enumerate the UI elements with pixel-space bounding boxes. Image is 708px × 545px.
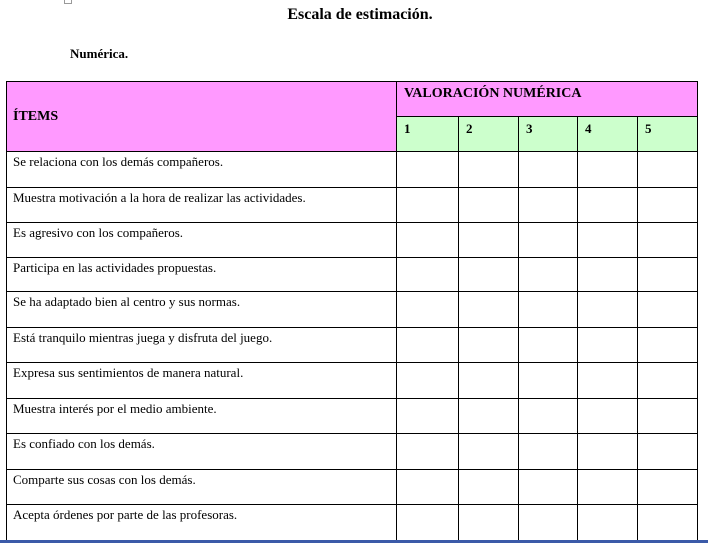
table-row — [7, 292, 698, 328]
table-row — [7, 328, 698, 363]
rating-cell-2[interactable] — [459, 188, 519, 223]
rating-cell-4[interactable] — [578, 223, 638, 258]
item-label: Acepta órdenes por parte de las profesoras. — [7, 505, 397, 541]
scale-value-4: 4 — [578, 117, 638, 152]
scale-value-5: 5 — [638, 117, 698, 152]
rating-cell-1[interactable] — [397, 505, 459, 541]
rating-cell-2[interactable] — [459, 434, 519, 470]
rating-cell-4[interactable] — [578, 399, 638, 434]
item-label: Muestra interés por el medio ambiente. — [7, 399, 397, 434]
item-label: Participa en las actividades propuestas. — [7, 258, 397, 292]
rating-cell-5[interactable] — [638, 363, 698, 399]
rating-cell-5[interactable] — [638, 399, 698, 434]
page-title: Escala de estimación. — [287, 6, 433, 23]
rating-cell-5[interactable] — [638, 434, 698, 470]
rating-cell-2[interactable] — [459, 152, 519, 188]
table-row — [7, 434, 698, 470]
rating-cell-3[interactable] — [519, 505, 578, 541]
rating-cell-1[interactable] — [397, 152, 459, 188]
table-row — [7, 258, 698, 292]
scale-value-3: 3 — [519, 117, 578, 152]
rating-cell-1[interactable] — [397, 328, 459, 363]
rating-cell-3[interactable] — [519, 258, 578, 292]
table-row — [7, 152, 698, 188]
items-column-header: ÍTEMS — [7, 82, 397, 152]
item-label: Se relaciona con los demás compañeros. — [7, 152, 397, 188]
table-row — [7, 223, 698, 258]
rating-cell-5[interactable] — [638, 223, 698, 258]
rating-cell-5[interactable] — [638, 470, 698, 505]
item-label: Expresa sus sentimientos de manera natural. — [7, 363, 397, 399]
rating-cell-4[interactable] — [578, 505, 638, 541]
rating-cell-1[interactable] — [397, 399, 459, 434]
rating-cell-1[interactable] — [397, 292, 459, 328]
rating-scale-table — [6, 81, 698, 541]
rating-column-header: VALORACIÓN NUMÉRICA — [397, 82, 698, 117]
scale-value-1: 1 — [397, 117, 459, 152]
rating-cell-3[interactable] — [519, 470, 578, 505]
item-label: Es agresivo con los compañeros. — [7, 223, 397, 258]
rating-cell-3[interactable] — [519, 152, 578, 188]
rating-cell-4[interactable] — [578, 363, 638, 399]
rating-cell-5[interactable] — [638, 328, 698, 363]
rating-cell-1[interactable] — [397, 363, 459, 399]
table-row — [7, 363, 698, 399]
rating-cell-3[interactable] — [519, 292, 578, 328]
rating-cell-2[interactable] — [459, 328, 519, 363]
item-label: Muestra motivación a la hora de realizar las actividades. — [7, 188, 397, 223]
rating-cell-4[interactable] — [578, 292, 638, 328]
rating-cell-4[interactable] — [578, 328, 638, 363]
rating-cell-1[interactable] — [397, 188, 459, 223]
rating-cell-3[interactable] — [519, 223, 578, 258]
rating-cell-1[interactable] — [397, 470, 459, 505]
rating-cell-1[interactable] — [397, 434, 459, 470]
section-subtitle: Numérica. — [70, 46, 129, 61]
rating-cell-4[interactable] — [578, 152, 638, 188]
rating-cell-3[interactable] — [519, 363, 578, 399]
rating-cell-2[interactable] — [459, 505, 519, 541]
rating-cell-4[interactable] — [578, 188, 638, 223]
rating-cell-4[interactable] — [578, 470, 638, 505]
rating-cell-5[interactable] — [638, 292, 698, 328]
rating-cell-3[interactable] — [519, 399, 578, 434]
rating-cell-3[interactable] — [519, 434, 578, 470]
rating-cell-5[interactable] — [638, 505, 698, 541]
rating-cell-5[interactable] — [638, 258, 698, 292]
table-row — [7, 505, 698, 541]
item-label: Está tranquilo mientras juega y disfruta del juego. — [7, 328, 397, 363]
table-row — [7, 470, 698, 505]
item-label: Se ha adaptado bien al centro y sus normas. — [7, 292, 397, 328]
rating-cell-2[interactable] — [459, 223, 519, 258]
rating-cell-4[interactable] — [578, 434, 638, 470]
table-row — [7, 399, 698, 434]
rating-cell-4[interactable] — [578, 258, 638, 292]
table-row — [7, 188, 698, 223]
text-boundary-mark — [64, 0, 72, 4]
rating-cell-2[interactable] — [459, 292, 519, 328]
rating-cell-1[interactable] — [397, 258, 459, 292]
page-bottom-border — [0, 540, 708, 543]
item-label: Es confiado con los demás. — [7, 434, 397, 470]
rating-cell-2[interactable] — [459, 470, 519, 505]
scale-value-2: 2 — [459, 117, 519, 152]
rating-cell-5[interactable] — [638, 152, 698, 188]
rating-cell-3[interactable] — [519, 188, 578, 223]
rating-cell-3[interactable] — [519, 328, 578, 363]
rating-cell-1[interactable] — [397, 223, 459, 258]
rating-cell-2[interactable] — [459, 363, 519, 399]
items-body — [7, 152, 698, 541]
rating-cell-2[interactable] — [459, 258, 519, 292]
item-label: Comparte sus cosas con los demás. — [7, 470, 397, 505]
rating-cell-2[interactable] — [459, 399, 519, 434]
rating-cell-5[interactable] — [638, 188, 698, 223]
